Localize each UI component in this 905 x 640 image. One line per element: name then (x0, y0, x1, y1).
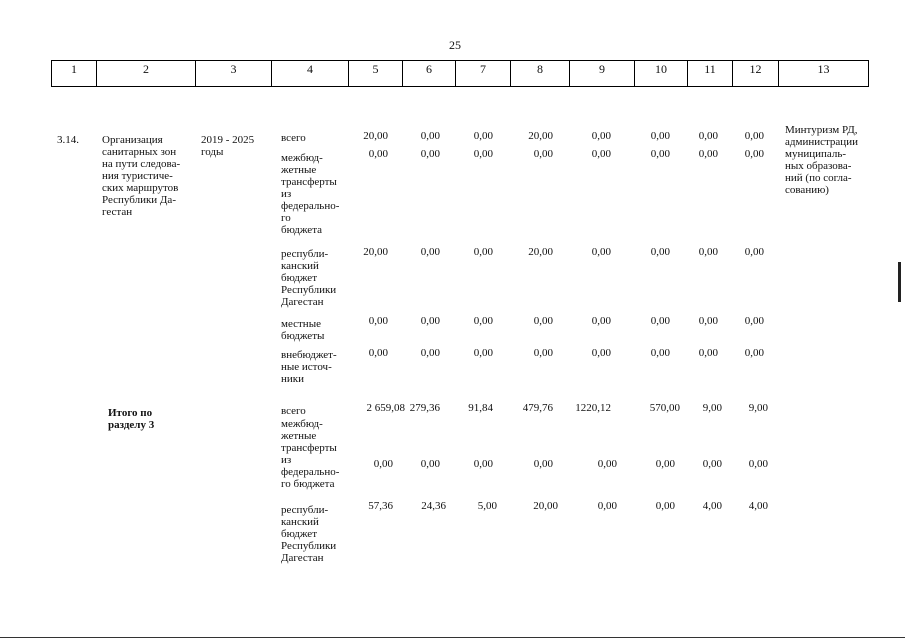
value-cell: 0,00 (744, 130, 764, 142)
executor-line: Минтуризм РД, (785, 124, 858, 136)
value-cell: 0,00 (744, 148, 764, 160)
value-cell: 0,00 (650, 246, 670, 258)
value-cell: 2 659,08 (366, 402, 405, 414)
value-cell: 0,00 (655, 500, 675, 512)
value-cell: 279,36 (409, 402, 440, 414)
value-cell: 0,00 (702, 458, 722, 470)
measure-name-line: Организация (102, 134, 163, 146)
source-label-line: бюджета (281, 224, 323, 236)
value-cell: 0,00 (368, 148, 388, 160)
value-cell: 20,00 (363, 246, 388, 258)
source-label-line: Дагестан (281, 552, 324, 564)
source-label-line: канский (281, 516, 319, 528)
value-cell: 9,00 (748, 402, 768, 414)
source-label-line: го бюджета (281, 478, 335, 490)
measure-period (201, 134, 254, 158)
value-cell: 0,00 (473, 148, 493, 160)
source-label-line: Республики (281, 540, 337, 552)
value-cell: 0,00 (591, 315, 611, 327)
header-col-8: 8 (511, 61, 570, 86)
table-header-row (51, 60, 869, 87)
header-col-13: 13 (817, 62, 830, 76)
period-line: 2019 - 2025 (201, 134, 255, 146)
value-cell: 0,00 (533, 148, 553, 160)
value-cell: 91,84 (468, 402, 493, 414)
source-label-line: жетные (281, 430, 317, 442)
value-cell: 0,00 (698, 130, 718, 142)
value-cell: 0,00 (533, 458, 553, 470)
value-cell: 4,00 (702, 500, 722, 512)
value-cell: 0,00 (420, 148, 440, 160)
value-cell: 0,00 (698, 347, 718, 359)
value-cell: 0,00 (473, 458, 493, 470)
value-cell: 0,00 (420, 246, 440, 258)
total-label-republic (281, 504, 336, 564)
header-col-4: 4 (272, 61, 349, 86)
value-cell: 0,00 (368, 315, 388, 327)
measure-name-line: на пути следова- (102, 158, 181, 170)
source-label-line: всего (281, 132, 306, 144)
measure-name-line: гестан (102, 206, 133, 218)
row-number: 3.14. (57, 134, 79, 146)
value-cell: 0,00 (655, 458, 675, 470)
value-cell: 0,00 (591, 148, 611, 160)
value-cell: 0,00 (420, 130, 440, 142)
source-label-line: трансферты (281, 442, 337, 454)
source-label-line: федерально- (281, 466, 340, 478)
source-label-line: трансферты (281, 176, 337, 188)
header-col-7: 7 (456, 61, 511, 86)
page-bottom-edge (0, 637, 905, 638)
source-label-local (281, 318, 324, 342)
value-cell: 0,00 (744, 347, 764, 359)
value-cell: 0,00 (591, 130, 611, 142)
measure-name-line: санитарных зон (102, 146, 177, 158)
value-cell: 5,00 (477, 500, 497, 512)
source-label-line: межбюд- (281, 418, 323, 430)
value-cell: 20,00 (533, 500, 558, 512)
value-cell: 0,00 (591, 246, 611, 258)
total-label-total (281, 405, 306, 417)
value-cell: 20,00 (528, 246, 553, 258)
section-total-title (108, 407, 154, 431)
source-label-line: республи- (281, 248, 329, 260)
source-label-line: федерально- (281, 200, 340, 212)
source-label-line: бюджет (281, 272, 317, 284)
value-cell: 479,76 (522, 402, 553, 414)
value-cell: 0,00 (744, 246, 764, 258)
executor-line: ных образова- (785, 160, 852, 172)
value-cell: 24,36 (421, 500, 446, 512)
header-col-1: 1 (52, 61, 97, 86)
value-cell: 0,00 (591, 347, 611, 359)
source-label-republic (281, 248, 336, 308)
measure-name-line: ния туристиче- (102, 170, 173, 182)
value-cell: 0,00 (597, 500, 617, 512)
source-label-line: местные (281, 318, 321, 330)
source-label-line: ные источ- (281, 361, 332, 373)
total-label-federal (281, 418, 339, 490)
value-cell: 0,00 (473, 130, 493, 142)
measure-executor (785, 124, 858, 196)
source-label-extrabudget (281, 349, 337, 385)
value-cell: 0,00 (698, 148, 718, 160)
executor-line: ний (по согла- (785, 172, 852, 184)
value-cell: 0,00 (368, 347, 388, 359)
value-cell: 0,00 (420, 315, 440, 327)
measure-name-line: ских маршрутов (102, 182, 179, 194)
section-total-title-line: разделу 3 (108, 419, 155, 431)
measure-name (102, 134, 180, 218)
value-cell: 0,00 (698, 246, 718, 258)
source-label-line: республи- (281, 504, 329, 516)
value-cell: 0,00 (650, 148, 670, 160)
scan-artifact (898, 262, 901, 302)
source-label-line: из (281, 188, 292, 200)
executor-line: администрации (785, 136, 858, 148)
source-label-line: межбюд- (281, 152, 323, 164)
value-cell: 570,00 (649, 402, 680, 414)
value-cell: 0,00 (473, 315, 493, 327)
value-cell: 20,00 (363, 130, 388, 142)
value-cell: 0,00 (473, 347, 493, 359)
source-label-line: всего (281, 405, 306, 417)
source-label-total (281, 132, 306, 144)
source-label-line: внебюджет- (281, 349, 337, 361)
value-cell: 0,00 (420, 347, 440, 359)
value-cell: 4,00 (748, 500, 768, 512)
header-col-5: 5 (349, 61, 403, 86)
value-cell: 0,00 (473, 246, 493, 258)
header-col-10: 10 (635, 61, 688, 86)
page-number: 25 (449, 38, 461, 52)
header-col-2: 2 (97, 61, 196, 86)
value-cell: 0,00 (650, 347, 670, 359)
value-cell: 1220,12 (575, 402, 611, 414)
header-col-11: 11 (688, 61, 733, 86)
value-cell: 0,00 (420, 458, 440, 470)
header-col-3: 3 (196, 61, 272, 86)
period-line: годы (201, 146, 224, 158)
source-label-line: бюджет (281, 528, 317, 540)
measure-name-line: Республики Да- (102, 194, 176, 206)
value-cell: 0,00 (748, 458, 768, 470)
source-label-line: канский (281, 260, 319, 272)
value-cell: 0,00 (533, 347, 553, 359)
source-label-line: из (281, 454, 292, 466)
value-cell: 0,00 (597, 458, 617, 470)
source-label-line: Республики (281, 284, 337, 296)
value-cell: 0,00 (650, 130, 670, 142)
section-total-title-line: Итого по (108, 407, 153, 419)
value-cell: 57,36 (368, 500, 393, 512)
source-label-line: Дагестан (281, 296, 324, 308)
header-col-6: 6 (403, 61, 456, 86)
executor-line: муниципаль- (785, 148, 847, 160)
value-cell: 0,00 (373, 458, 393, 470)
header-col-12: 12 (733, 61, 779, 86)
source-label-line: бюджеты (281, 330, 325, 342)
header-col-9: 9 (570, 61, 635, 86)
executor-line: сованию) (785, 184, 829, 196)
value-cell: 0,00 (698, 315, 718, 327)
source-label-line: жетные (281, 164, 317, 176)
value-cell: 0,00 (650, 315, 670, 327)
value-cell: 20,00 (528, 130, 553, 142)
value-cell: 9,00 (702, 402, 722, 414)
source-label-line: ники (281, 373, 305, 385)
value-cell: 0,00 (744, 315, 764, 327)
value-cell: 0,00 (533, 315, 553, 327)
source-label-line: го (281, 212, 291, 224)
source-label-federal (281, 152, 339, 236)
